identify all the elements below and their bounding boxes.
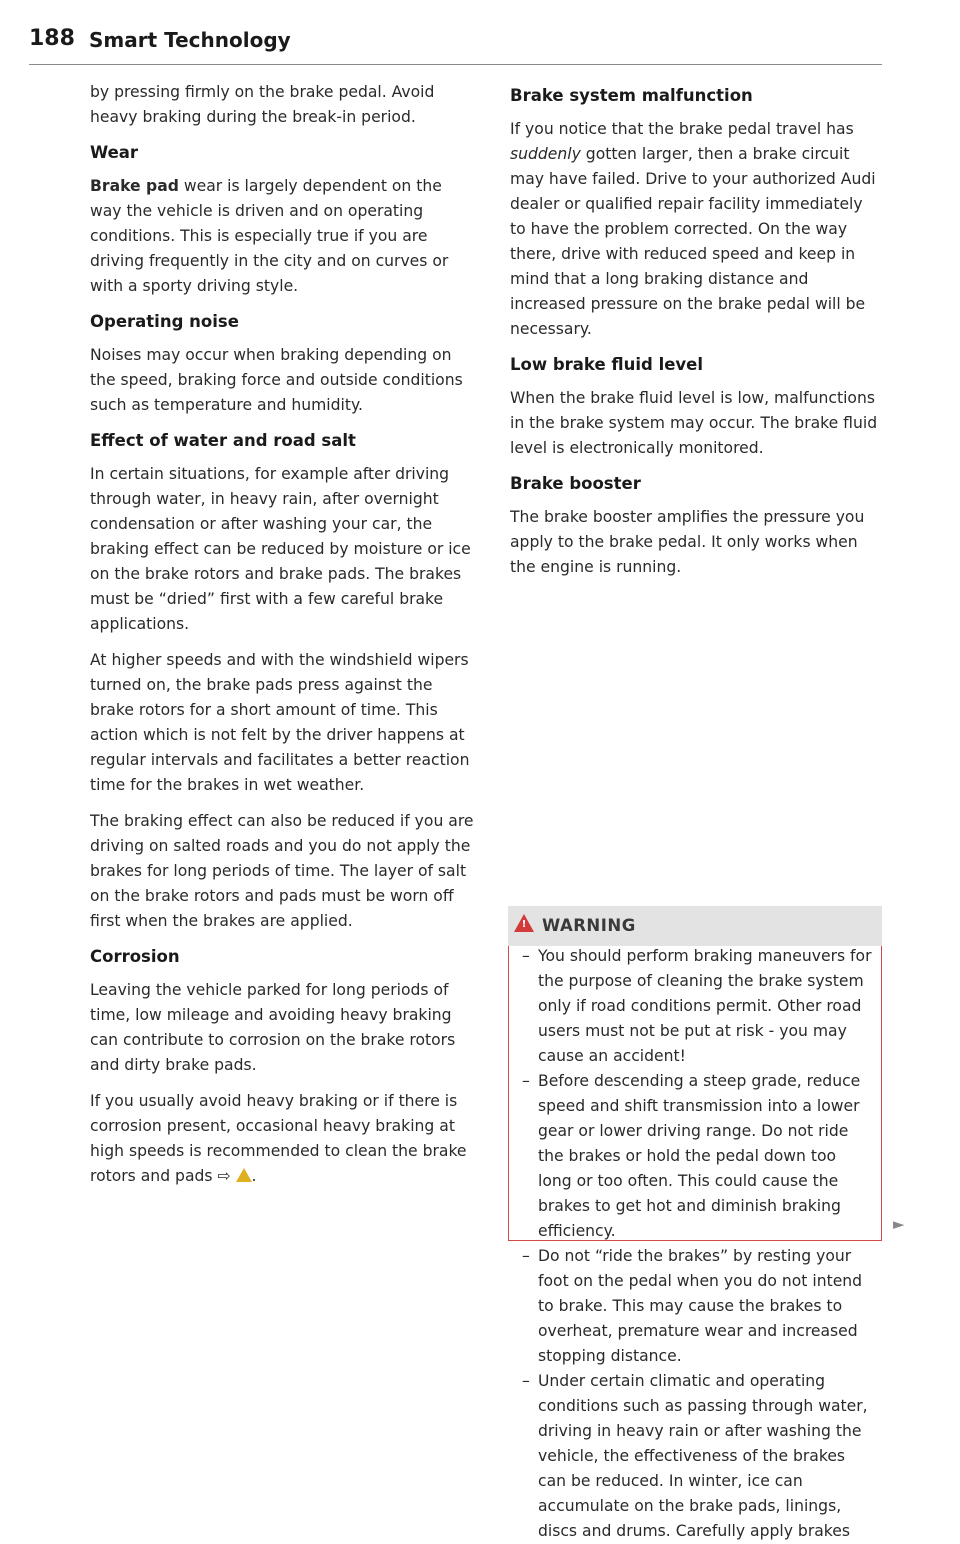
booster-paragraph: The brake booster amplifies the pressure you apply to the brake pedal. It only works when the engine is running.	[510, 508, 865, 576]
warning-item: – You should perform braking maneuvers for the purpose of cleaning the brake system only if road conditions permit. Other road users must not be put at risk - you may cause an accident!	[522, 944, 874, 1069]
warning-item: – Under certain climatic and operating conditions such as passing through water, driving in heavy rain or after washing the vehicle, the effectiveness of the brakes can be reduced. In winter, ice can accumulate on the brake pads, linings, discs and drums. Carefully apply brakes	[522, 1369, 874, 1544]
corrosion-end: .	[251, 1167, 257, 1185]
page-header	[29, 24, 882, 65]
page-number: 188	[29, 26, 75, 51]
warning-item: – Before descending a steep grade, reduce speed and shift transmission into a lower gear or lower driving range. Do not ride the brakes or hold the pedal down too long or too often. This could cause the brakes to get hot and diminish braking efficiency.	[522, 1069, 874, 1244]
water-paragraph-2: At higher speeds and with the windshield wipers turned on, the brake pads press against the brake rotors for a short amount of time. This action which is not felt by the driver happens at regular intervals and facilitates a better reaction time for the brakes in wet weather.	[90, 651, 470, 794]
warning-title: WARNING	[542, 916, 636, 935]
warning-ref-arrow[interactable]: ⇨	[217, 1167, 231, 1185]
water-paragraph-3: The braking effect can also be reduced if you are driving on salted roads and you do not apply the brakes for long periods of time. The layer of salt on the brake rotors and pads must be worn off first when the brakes are applied.	[90, 812, 474, 930]
operating-noise-paragraph: Noises may occur when braking depending on the speed, braking force and outside conditions such as temperature and humidity.	[90, 346, 463, 414]
warning-list	[522, 944, 874, 1544]
malfunction-text-b: gotten larger, then a brake circuit may have failed. Drive to your authorized Audi dealer or qualified repair facility immediately to have the problem corrected. On the way there, drive with reduced speed and keep in mind that a long braking distance and increased pressure on the brake pedal will be necessary.	[510, 145, 876, 338]
fluid-level-paragraph: When the brake fluid level is low, malfunctions in the brake system may occur. The brake fluid level is electronically monitored.	[510, 389, 878, 457]
brake-pad-term: Brake pad	[90, 177, 179, 195]
intro-paragraph: by pressing firmly on the brake pedal. Avoid heavy braking during the break-in period.	[90, 83, 435, 126]
corrosion-text: If you usually avoid heavy braking or if there is corrosion present, occasional heavy braking at high speeds is recommended to clean the brake rotors and pads	[90, 1092, 467, 1185]
left-column	[90, 80, 475, 1200]
section-title: Smart Technology	[89, 28, 291, 52]
right-column	[510, 80, 882, 591]
operating-noise-heading: Operating noise	[90, 312, 239, 331]
wear-text: wear is largely dependent on the way the vehicle is driven and on operating conditions. This is especially true if you are driving frequently in the city and on curves or with a sporty driving style.	[90, 177, 449, 295]
malfunction-text-a: If you notice that the brake pedal travel has	[510, 120, 854, 138]
malfunction-emphasis: suddenly	[510, 145, 581, 163]
warning-exclamation: !	[521, 919, 527, 930]
malfunction-heading: Brake system malfunction	[510, 86, 753, 105]
water-paragraph-1: In certain situations, for example after driving through water, in heavy rain, after overnight condensation or after washing your car, the braking effect can be reduced by moisture or ice on the brake rotors and brake pads. The brakes must be “dried” first with a few careful brake applications.	[90, 465, 471, 633]
corrosion-paragraph-2	[90, 1089, 475, 1189]
corrosion-paragraph-1: Leaving the vehicle parked for long periods of time, low mileage and avoiding heavy braking can contribute to corrosion on the brake rotors and dirty brake pads.	[90, 981, 456, 1074]
continue-arrow-icon[interactable]: ►	[893, 1215, 905, 1233]
booster-heading: Brake booster	[510, 474, 641, 493]
wear-heading: Wear	[90, 143, 139, 162]
fluid-level-heading: Low brake fluid level	[510, 355, 704, 374]
corrosion-heading: Corrosion	[90, 947, 180, 966]
warning-item: – Do not “ride the brakes” by resting your foot on the pedal when you do not intend to brake. This may cause the brakes to overheat, premature wear and increased stopping distance.	[522, 1244, 874, 1369]
malfunction-paragraph	[510, 117, 882, 342]
warning-ref-icon[interactable]	[236, 1168, 252, 1182]
water-salt-heading: Effect of water and road salt	[90, 431, 356, 450]
wear-paragraph	[90, 174, 475, 299]
